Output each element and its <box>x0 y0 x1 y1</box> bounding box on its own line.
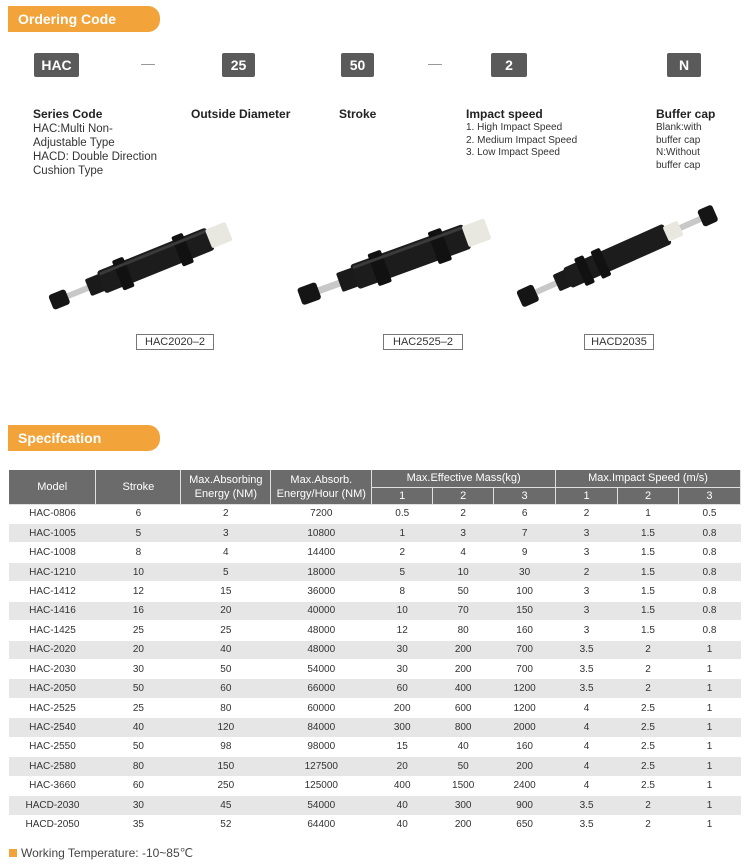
table-cell: 2.5 <box>618 776 679 795</box>
table-cell: 1 <box>372 523 433 542</box>
table-cell: HAC-2540 <box>9 718 96 737</box>
table-cell: 120 <box>181 718 271 737</box>
table-row <box>9 621 741 640</box>
series-code-description <box>33 107 157 178</box>
table-cell: 40 <box>372 796 433 815</box>
table-cell: 2 <box>618 640 679 659</box>
table-cell: HAC-2020 <box>9 640 96 659</box>
table-cell: 5 <box>96 523 181 542</box>
table-cell: 1 <box>678 718 740 737</box>
table-cell: 200 <box>433 660 494 679</box>
table-row <box>9 698 741 717</box>
table-cell: 40 <box>96 718 181 737</box>
table-cell: 3.5 <box>556 796 618 815</box>
table-cell: 1 <box>678 698 740 717</box>
table-cell: 3 <box>433 523 494 542</box>
table-cell: 5 <box>181 562 271 581</box>
table-cell: 80 <box>181 698 271 717</box>
table-cell: 60 <box>181 679 271 698</box>
table-cell: HAC-1210 <box>9 562 96 581</box>
table-cell: 1 <box>678 796 740 815</box>
impact-line: 1. High Impact Speed <box>466 122 563 133</box>
table-cell: 54000 <box>271 796 372 815</box>
table-cell: 600 <box>433 698 494 717</box>
table-cell: 2.5 <box>618 737 679 756</box>
header-sub: 1 <box>372 487 433 504</box>
table-cell: 700 <box>494 660 556 679</box>
series-line: HAC:Multi Non- <box>33 123 113 135</box>
table-cell: HAC-1008 <box>9 543 96 562</box>
table-row <box>9 523 741 542</box>
table-row <box>9 796 741 815</box>
table-cell: 1 <box>678 815 740 834</box>
diameter-title: Outside Diameter <box>191 107 291 121</box>
table-cell: 25 <box>181 621 271 640</box>
table-cell: 0.8 <box>678 621 740 640</box>
header-sub: 2 <box>618 487 679 504</box>
table-cell: 60 <box>372 679 433 698</box>
table-cell: 52 <box>181 815 271 834</box>
table-cell: 35 <box>96 815 181 834</box>
table-cell: HAC-2050 <box>9 679 96 698</box>
table-cell: 3.5 <box>556 660 618 679</box>
product-image-hacd2035 <box>505 200 735 315</box>
table-cell: 160 <box>494 737 556 756</box>
table-cell: 15 <box>372 737 433 756</box>
table-cell: HAC-0806 <box>9 504 96 523</box>
table-cell: 20 <box>181 601 271 620</box>
table-cell: 14400 <box>271 543 372 562</box>
table-cell: 3 <box>181 523 271 542</box>
table-cell: 80 <box>96 757 181 776</box>
table-cell: 127500 <box>271 757 372 776</box>
table-row <box>9 757 741 776</box>
table-cell: 1 <box>678 679 740 698</box>
table-cell: 1 <box>678 757 740 776</box>
buffer-line: buffer cap <box>656 159 701 171</box>
table-cell: 8 <box>96 543 181 562</box>
table-cell: 60000 <box>271 698 372 717</box>
table-cell: 4 <box>433 543 494 562</box>
table-cell: 4 <box>181 543 271 562</box>
table-cell: 30 <box>372 660 433 679</box>
table-row <box>9 582 741 601</box>
table-cell: 30 <box>494 562 556 581</box>
table-cell: 1.5 <box>618 523 679 542</box>
table-cell: 1200 <box>494 698 556 717</box>
header-model: Model <box>9 470 96 504</box>
table-cell: 10 <box>96 562 181 581</box>
table-cell: 50 <box>433 757 494 776</box>
table-cell: 2 <box>618 815 679 834</box>
table-cell: 200 <box>372 698 433 717</box>
table-cell: 54000 <box>271 660 372 679</box>
table-cell: 1 <box>618 504 679 523</box>
table-cell: 2.5 <box>618 757 679 776</box>
table-cell: 6 <box>494 504 556 523</box>
product-image-hac2525 <box>290 210 515 315</box>
table-cell: HAC-3660 <box>9 776 96 795</box>
specification-section-title: Specifcation <box>8 425 160 451</box>
header-energy: Max.Absorbing Energy (NM) <box>181 470 271 504</box>
table-cell: 200 <box>433 815 494 834</box>
table-cell: 150 <box>494 601 556 620</box>
stroke-description <box>339 107 376 122</box>
table-cell: 2.5 <box>618 698 679 717</box>
table-cell: 1.5 <box>618 562 679 581</box>
table-cell: 900 <box>494 796 556 815</box>
table-cell: 4 <box>556 698 618 717</box>
table-cell: 2 <box>556 504 618 523</box>
table-row <box>9 640 741 659</box>
table-cell: 1.5 <box>618 543 679 562</box>
table-cell: HAC-1425 <box>9 621 96 640</box>
impact-description <box>466 107 577 160</box>
table-cell: 3 <box>556 601 618 620</box>
header-stroke: Stroke <box>96 470 181 504</box>
table-cell: 64400 <box>271 815 372 834</box>
table-cell: HAC-2580 <box>9 757 96 776</box>
table-cell: 66000 <box>271 679 372 698</box>
table-cell: 10800 <box>271 523 372 542</box>
table-cell: 4 <box>556 737 618 756</box>
table-cell: 48000 <box>271 621 372 640</box>
table-cell: 1.5 <box>618 601 679 620</box>
table-cell: 36000 <box>271 582 372 601</box>
code-separator <box>428 64 442 65</box>
buffer-description <box>656 107 715 172</box>
table-row <box>9 660 741 679</box>
table-cell: 3 <box>556 621 618 640</box>
table-cell: HACD-2050 <box>9 815 96 834</box>
table-cell: 40 <box>181 640 271 659</box>
series-line: HACD: Double Direction <box>33 151 157 163</box>
table-cell: 98 <box>181 737 271 756</box>
table-cell: 7200 <box>271 504 372 523</box>
table-cell: 60 <box>96 776 181 795</box>
impact-line: 3. Low Impact Speed <box>466 147 560 158</box>
product-image-hac2020 <box>40 215 260 315</box>
table-cell: 125000 <box>271 776 372 795</box>
table-cell: 250 <box>181 776 271 795</box>
table-cell: 16 <box>96 601 181 620</box>
table-cell: HAC-1005 <box>9 523 96 542</box>
table-cell: 98000 <box>271 737 372 756</box>
table-cell: 300 <box>433 796 494 815</box>
table-cell: 2 <box>618 660 679 679</box>
table-cell: 0.8 <box>678 601 740 620</box>
working-temperature-text: Working Temperature: -10~85℃ <box>21 846 194 860</box>
table-cell: 7 <box>494 523 556 542</box>
table-cell: 15 <box>181 582 271 601</box>
buffer-line: buffer cap <box>656 134 701 146</box>
table-cell: 2 <box>433 504 494 523</box>
specification-table <box>9 470 741 835</box>
ordering-code-section-title: Ordering Code <box>8 6 160 32</box>
header-sub: 2 <box>433 487 494 504</box>
table-cell: 4 <box>556 757 618 776</box>
table-cell: 1.5 <box>618 621 679 640</box>
table-cell: 5 <box>372 562 433 581</box>
table-cell: 0.5 <box>678 504 740 523</box>
table-cell: 3 <box>556 523 618 542</box>
table-cell: 84000 <box>271 718 372 737</box>
table-cell: HAC-2550 <box>9 737 96 756</box>
table-cell: 2 <box>618 796 679 815</box>
code-box-impact: 2 <box>491 53 527 77</box>
table-cell: 1 <box>678 660 740 679</box>
code-box-stroke: 50 <box>341 53 374 77</box>
table-cell: 6 <box>96 504 181 523</box>
buffer-line: N:Without <box>656 147 700 158</box>
table-cell: 2 <box>181 504 271 523</box>
table-cell: 3.5 <box>556 640 618 659</box>
table-cell: 0.5 <box>372 504 433 523</box>
series-code-title: Series Code <box>33 107 103 121</box>
table-cell: 2.5 <box>618 718 679 737</box>
table-cell: 100 <box>494 582 556 601</box>
table-cell: 2000 <box>494 718 556 737</box>
table-cell: 9 <box>494 543 556 562</box>
diameter-description <box>191 107 290 122</box>
code-box-diameter: 25 <box>222 53 255 77</box>
table-cell: 4 <box>556 718 618 737</box>
table-cell: 45 <box>181 796 271 815</box>
code-box-series: HAC <box>34 53 79 77</box>
table-cell: HAC-2030 <box>9 660 96 679</box>
product-label: HAC2525–2 <box>383 334 463 350</box>
impact-line: 2. Medium Impact Speed <box>466 134 578 146</box>
table-cell: 80 <box>433 621 494 640</box>
impact-title: Impact speed <box>466 107 543 121</box>
table-cell: 0.8 <box>678 582 740 601</box>
table-cell: 0.8 <box>678 562 740 581</box>
table-row <box>9 601 741 620</box>
header-sub: 1 <box>556 487 618 504</box>
table-cell: 25 <box>96 698 181 717</box>
table-cell: 150 <box>181 757 271 776</box>
working-temperature-note <box>9 846 193 860</box>
table-row <box>9 504 741 523</box>
table-cell: 2 <box>372 543 433 562</box>
table-cell: 30 <box>372 640 433 659</box>
table-cell: 1500 <box>433 776 494 795</box>
table-cell: HAC-2525 <box>9 698 96 717</box>
table-cell: 1 <box>678 737 740 756</box>
header-energy-hour: Max.Absorb. Energy/Hour (NM) <box>271 470 372 504</box>
table-cell: 12 <box>96 582 181 601</box>
table-cell: 50 <box>96 737 181 756</box>
table-cell: 400 <box>433 679 494 698</box>
table-cell: 18000 <box>271 562 372 581</box>
table-cell: 650 <box>494 815 556 834</box>
table-cell: 160 <box>494 621 556 640</box>
table-cell: 20 <box>96 640 181 659</box>
table-cell: 2400 <box>494 776 556 795</box>
table-cell: 30 <box>96 796 181 815</box>
table-cell: 2 <box>618 679 679 698</box>
table-cell: 3.5 <box>556 815 618 834</box>
table-cell: HAC-1416 <box>9 601 96 620</box>
table-cell: 4 <box>556 776 618 795</box>
table-cell: 20 <box>372 757 433 776</box>
table-cell: 8 <box>372 582 433 601</box>
table-cell: 700 <box>494 640 556 659</box>
table-cell: 40000 <box>271 601 372 620</box>
buffer-line: Blank:with <box>656 122 702 133</box>
table-row <box>9 776 741 795</box>
table-cell: 48000 <box>271 640 372 659</box>
table-cell: 1 <box>678 640 740 659</box>
table-row <box>9 679 741 698</box>
table-cell: 2 <box>556 562 618 581</box>
table-cell: 3 <box>556 582 618 601</box>
table-row <box>9 718 741 737</box>
header-speed: Max.Impact Speed (m/s) <box>556 470 741 487</box>
table-cell: 400 <box>372 776 433 795</box>
table-cell: 0.8 <box>678 523 740 542</box>
table-cell: 300 <box>372 718 433 737</box>
specification-table-body <box>9 504 741 834</box>
stroke-title: Stroke <box>339 107 377 121</box>
table-cell: 1 <box>678 776 740 795</box>
table-cell: 10 <box>433 562 494 581</box>
table-cell: 12 <box>372 621 433 640</box>
table-cell: 1200 <box>494 679 556 698</box>
table-cell: 50 <box>96 679 181 698</box>
code-separator <box>141 64 155 65</box>
table-cell: 30 <box>96 660 181 679</box>
table-cell: 40 <box>372 815 433 834</box>
table-row <box>9 562 741 581</box>
buffer-title: Buffer cap <box>656 107 716 121</box>
code-box-buffer: N <box>667 53 701 77</box>
header-sub: 3 <box>494 487 556 504</box>
table-cell: 10 <box>372 601 433 620</box>
table-cell: 40 <box>433 737 494 756</box>
table-cell: 50 <box>433 582 494 601</box>
table-cell: 0.8 <box>678 543 740 562</box>
table-row <box>9 543 741 562</box>
table-cell: 800 <box>433 718 494 737</box>
table-cell: 50 <box>181 660 271 679</box>
table-cell: HACD-2030 <box>9 796 96 815</box>
table-cell: 200 <box>494 757 556 776</box>
bullet-square-icon <box>9 849 17 857</box>
series-line: Adjustable Type <box>33 137 115 149</box>
table-cell: 200 <box>433 640 494 659</box>
table-cell: 25 <box>96 621 181 640</box>
table-cell: 1.5 <box>618 582 679 601</box>
table-cell: 3 <box>556 543 618 562</box>
product-label: HAC2020–2 <box>136 334 214 350</box>
header-sub: 3 <box>678 487 740 504</box>
table-cell: 3.5 <box>556 679 618 698</box>
table-cell: HAC-1412 <box>9 582 96 601</box>
series-line: Cushion Type <box>33 165 104 177</box>
table-row <box>9 737 741 756</box>
table-row <box>9 815 741 834</box>
product-label: HACD2035 <box>584 334 654 350</box>
table-cell: 70 <box>433 601 494 620</box>
header-mass: Max.Effective Mass(kg) <box>372 470 556 487</box>
